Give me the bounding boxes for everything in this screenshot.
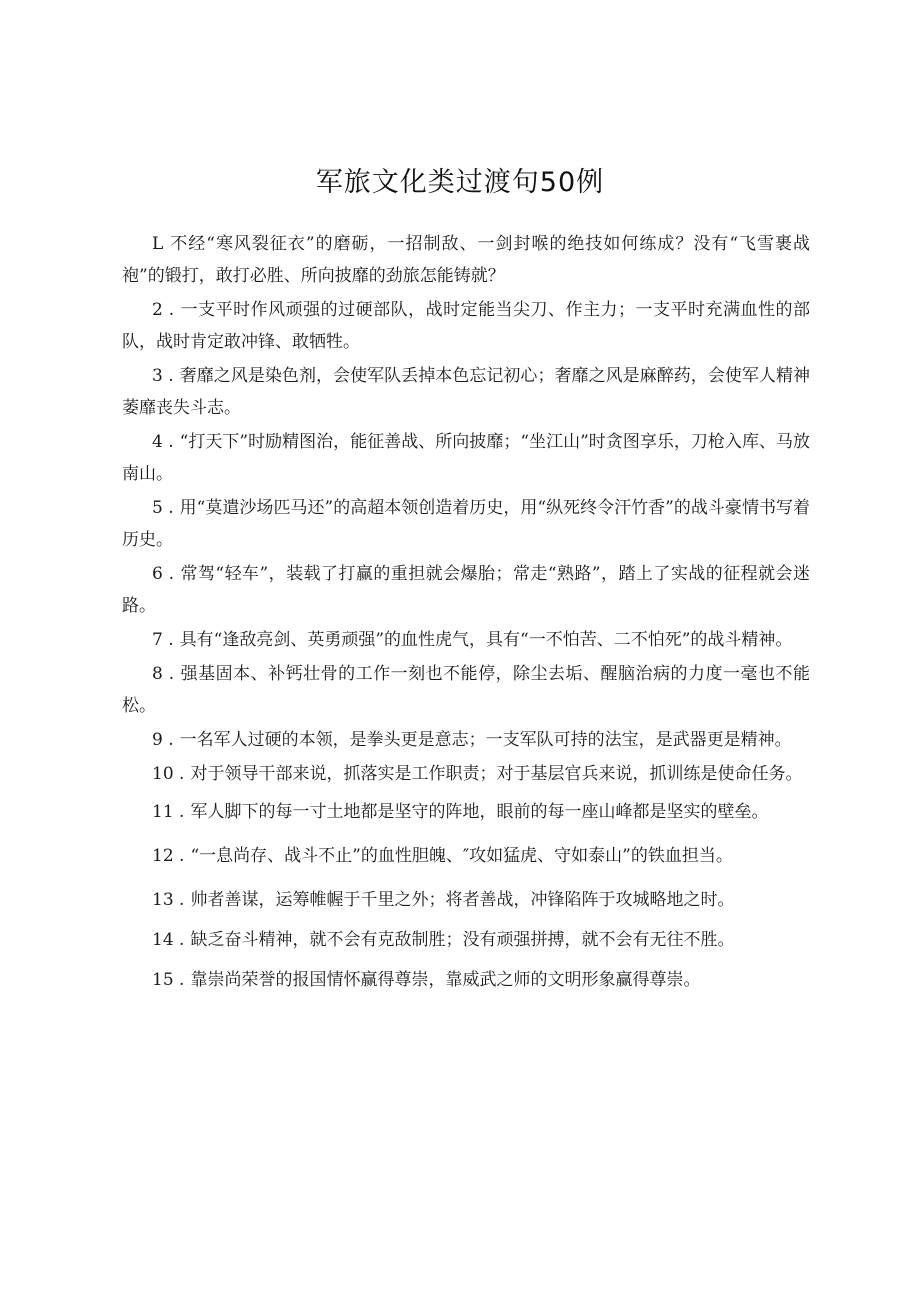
list-item bbox=[122, 724, 810, 756]
list-item bbox=[122, 792, 810, 832]
list-item bbox=[122, 658, 810, 722]
item-text: 一支平时作风顽强的过硬部队，战时定能当尖刀、作主力；一支平时充满血性的部队，战时肯定敢冲锋、敢牺牲。 bbox=[122, 300, 811, 352]
item-text: 帅者善谋，运筹帷幄于千里之外；将者善战，冲锋陷阵于攻城略地之时。 bbox=[190, 890, 735, 910]
item-number: 5 . bbox=[152, 498, 174, 518]
item-number: 7 . bbox=[152, 630, 174, 650]
page-title: 军旅文化类过渡句50例 bbox=[315, 167, 605, 198]
list-item bbox=[122, 558, 810, 622]
list-item bbox=[122, 836, 810, 876]
item-number: 11 . bbox=[152, 802, 185, 822]
item-number: 13 . bbox=[152, 890, 185, 910]
list-item bbox=[122, 360, 810, 424]
item-text: “一息尚存、战斗不止”的血性胆魄、″攻如猛虎、守如泰山”的铁血担当。 bbox=[190, 846, 733, 866]
item-text: 军人脚下的每一寸土地都是坚守的阵地，眼前的每一座山峰都是坚实的壁垒。 bbox=[190, 802, 769, 822]
item-text: 具有“逢敌亮剑、英勇顽强”的血性虎气，具有“一不怕苦、二不怕死”的战斗精神。 bbox=[179, 630, 793, 650]
item-number: 15 . bbox=[152, 970, 185, 990]
item-text: 对于领导干部来说，抓落实是工作职责；对于基层官兵来说，抓训练是使命任务。 bbox=[190, 764, 803, 784]
list-item bbox=[122, 294, 810, 358]
item-text: 强基固本、补钙壮骨的工作一刻也不能停，除尘去垢、醒脑治病的力度一毫也不能松。 bbox=[122, 664, 811, 716]
item-number: 3 . bbox=[152, 366, 174, 386]
item-number: 2 . bbox=[152, 300, 175, 320]
item-number: L bbox=[152, 234, 164, 254]
item-number: 12 . bbox=[152, 846, 185, 866]
item-text: “打天下”时励精图治，能征善战、所向披靡；“坐江山”时贪图享乐，刀枪入库、马放南山。 bbox=[122, 432, 810, 484]
item-number: 9 . bbox=[152, 730, 174, 750]
list-item bbox=[122, 426, 810, 490]
item-text: 常驾“轻车”，装载了打赢的重担就会爆胎；常走“熟路”，踏上了实战的征程就会迷路。 bbox=[122, 564, 810, 616]
item-text: 用“莫遣沙场匹马还”的高超本领创造着历史，用“纵死终令汗竹香”的战斗豪情书写着历史。 bbox=[122, 498, 810, 550]
item-text: 缺乏奋斗精神，就不会有克敌制胜；没有顽强拼搏，就不会有无往不胜。 bbox=[190, 930, 735, 950]
item-text: 一名军人过硬的本领，是拳头更是意志；一支军队可持的法宝，是武器更是精神。 bbox=[179, 730, 792, 750]
list-item bbox=[122, 624, 810, 656]
item-number: 6 . bbox=[152, 564, 175, 584]
item-number: 4 . bbox=[152, 432, 174, 452]
item-text: 奢靡之风是染色剂，会使军队丢掉本色忘记初心；奢靡之风是麻醉药，会使军人精神萎靡丧失斗志。 bbox=[122, 366, 811, 418]
list-item bbox=[122, 758, 810, 790]
item-text: 靠崇尚荣誉的报国情怀赢得尊崇，靠威武之师的文明形象赢得尊崇。 bbox=[190, 970, 701, 990]
item-number: 14 . bbox=[152, 930, 185, 950]
list-item bbox=[122, 880, 810, 920]
list-item bbox=[122, 920, 810, 960]
item-number: 8 . bbox=[152, 664, 175, 684]
item-text: 不经“寒风裂征衣”的磨砺，一招制敌、一剑封喉的绝技如何练成？没有“飞雪裹战袍”的锻打，敢打必胜、所向披靡的劲旅怎能铸就？ bbox=[122, 234, 810, 286]
item-number: 10 . bbox=[152, 764, 185, 784]
list-item bbox=[122, 228, 810, 292]
list-item bbox=[122, 492, 810, 556]
sentence-list bbox=[122, 228, 810, 1000]
list-item bbox=[122, 960, 810, 1000]
